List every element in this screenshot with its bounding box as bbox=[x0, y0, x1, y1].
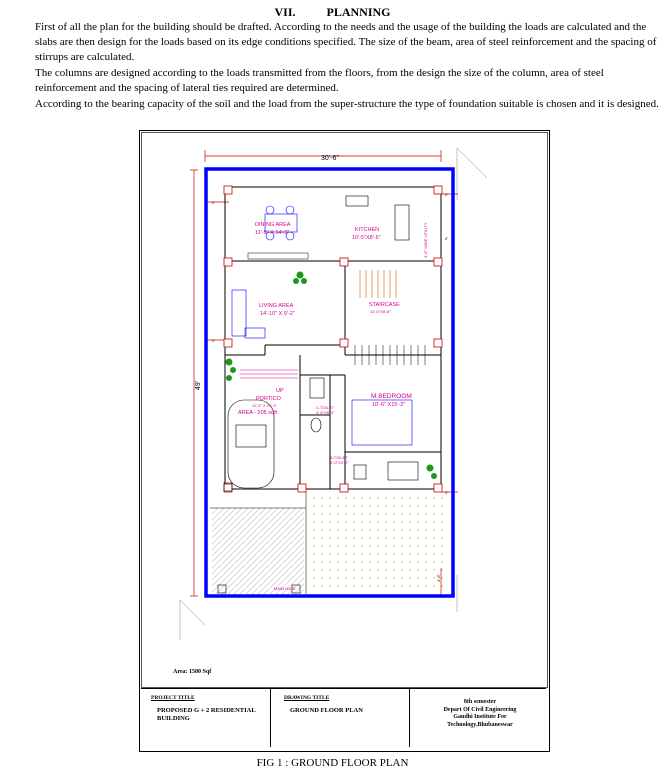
drawing-title-value: GROUND FLOOR PLAN bbox=[290, 707, 363, 714]
portico-size: 11'-0" X 14'-2" bbox=[252, 403, 277, 408]
paragraph-slabs: First of all the plan for the building should be drafted. According to the needs and the usage of the building the loads are calculated and the slabs are then design for the loads based on its edge conditions specified. The size of the beam, area of steel reinforcement and the spacing of stirrups are calculated. bbox=[35, 21, 657, 64]
setback-front: 4'-6" bbox=[436, 574, 441, 582]
location-line: Technology,Bhubaneswar bbox=[447, 721, 513, 728]
setback-right-mid: 2' bbox=[445, 236, 448, 241]
atoilet-label: A.TOILET bbox=[330, 455, 348, 460]
staircase-label: STAIRCASE bbox=[369, 302, 400, 308]
dining-label: DINING AREA bbox=[255, 222, 291, 228]
kitchen-counter bbox=[346, 196, 409, 240]
staircase-steps bbox=[360, 270, 396, 298]
department-line: Depart Of Civil Engineering bbox=[443, 706, 517, 713]
driveway bbox=[212, 508, 304, 594]
kitchen-size: 10'-5"X8'-6" bbox=[352, 235, 381, 241]
lawn-area bbox=[306, 492, 444, 590]
utility-label: 3'-6" WIDE UTILITY bbox=[423, 222, 428, 258]
section-number: VII. bbox=[274, 5, 296, 19]
width-dimension: 30'-6" bbox=[321, 155, 339, 162]
project-title-cell bbox=[141, 689, 271, 747]
up-label: UP bbox=[276, 388, 284, 394]
institute-line: Gandhi Institute For bbox=[453, 714, 507, 720]
ctoilet-size: 4'-6"X8'-0" bbox=[316, 410, 335, 415]
setback-left-mid: 2' bbox=[212, 338, 215, 343]
project-title-heading: PROJECT TITLE bbox=[151, 695, 195, 701]
entrance-steps bbox=[240, 370, 298, 378]
main-gate-label: MAIN GATE bbox=[274, 586, 296, 591]
bedroom-label: M.BEDROOM bbox=[371, 393, 412, 400]
portico-label: PORTICO bbox=[256, 396, 281, 402]
living-label: LIVING AREA bbox=[259, 303, 294, 309]
staircase-size: 12'-5"X8'-8" bbox=[370, 309, 391, 314]
ctoilet-label: C.TOILET bbox=[316, 405, 334, 410]
paragraph-foundation: According to the bearing capacity of the soil and the load from the super-structure the type of foundation suitable is chosen and it is designed. bbox=[35, 98, 659, 110]
institution-block bbox=[416, 699, 544, 729]
atoilet-size: 5'-0"X4'-0" bbox=[330, 460, 349, 465]
semester-line: 8th semester bbox=[463, 699, 497, 705]
bedroom-size: 10'-6" X15'-2" bbox=[372, 402, 406, 408]
drawing-title-cell bbox=[270, 689, 410, 747]
setback-left-top: 2' bbox=[212, 200, 215, 205]
drawing-title-heading: DRAWING TITLE bbox=[284, 695, 330, 701]
project-title-value: PROPOSED G + 2 RESIDENTIAL BUILDING bbox=[157, 707, 256, 722]
figure-caption: FIG 1 : GROUND FLOOR PLAN bbox=[256, 757, 409, 769]
section-title: PLANNING bbox=[326, 5, 391, 19]
depth-dimension: 49' bbox=[195, 380, 202, 390]
setback-right-bottom: 2' bbox=[445, 490, 448, 495]
kitchen-label: KITCHEN bbox=[355, 227, 380, 233]
portico-area: AREA - 205 sqft bbox=[238, 410, 278, 416]
setback-right-top: 2' bbox=[445, 192, 448, 197]
paragraph-columns: The columns are designed according to the loads transmitted from the floors, from the design the size of the column, area of steel reinforcement and the spacing of lateral ties required are determined. bbox=[35, 67, 604, 95]
living-size: 14'-10" X 9'-2" bbox=[260, 311, 295, 317]
title-block bbox=[141, 688, 546, 749]
dining-size: 11'-9" X 14'-5" bbox=[255, 230, 290, 236]
plot-area-label: Area: 1500 Sqf bbox=[173, 669, 212, 675]
